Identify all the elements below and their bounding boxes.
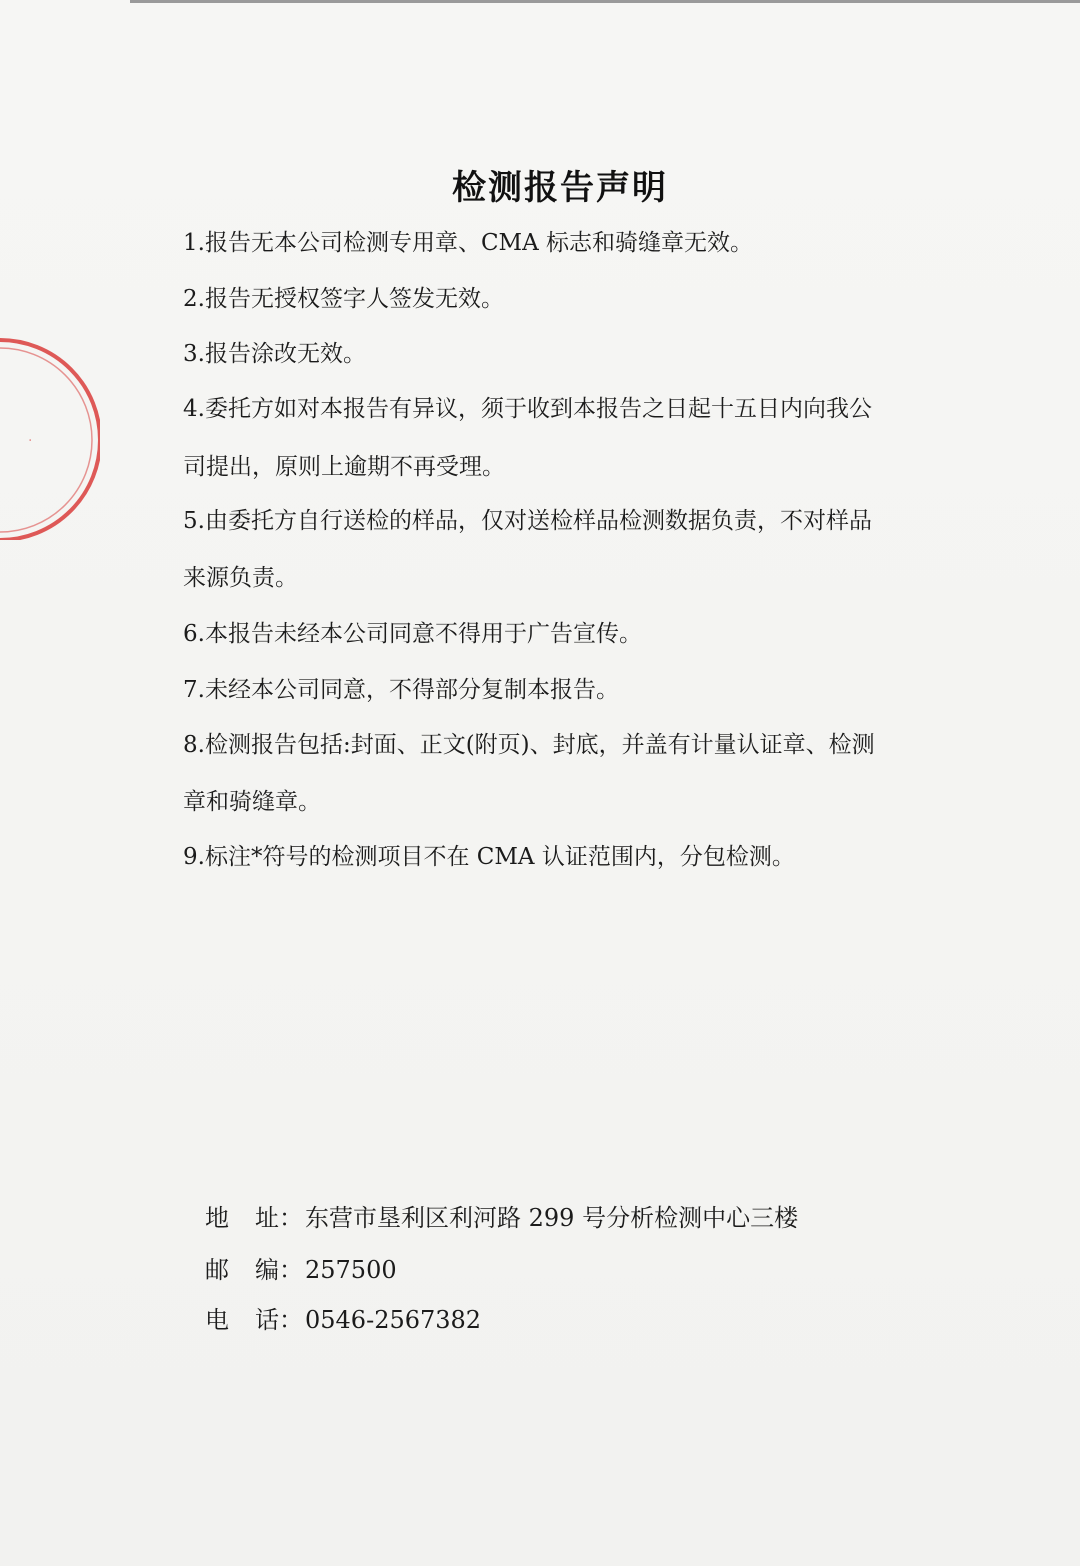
statement-item-8: 8.检测报告包括:封面、正文(附页)、封底，并盖有计量认证章、检测 xyxy=(183,732,875,758)
statement-item-5-cont: 来源负责。 xyxy=(183,565,298,591)
postcode-label: 邮 编： xyxy=(205,1256,303,1284)
statement-item-7: 7.未经本公司同意，不得部分复制本报告。 xyxy=(183,677,619,703)
page-top-edge xyxy=(130,0,1080,3)
postcode-row xyxy=(205,1255,397,1285)
statement-item-4: 4.委托方如对本报告有异议，须于收到本报告之日起十五日内向我公 xyxy=(183,396,872,422)
statement-item-4-cont: 司提出，原则上逾期不再受理。 xyxy=(183,454,505,480)
statement-item-9: 9.标注*符号的检测项目不在 CMA 认证范围内，分包检测。 xyxy=(183,844,795,870)
address-row xyxy=(205,1203,798,1233)
statement-item-6: 6.本报告未经本公司同意不得用于广告宣传。 xyxy=(183,621,642,647)
phone-row xyxy=(205,1305,481,1335)
phone-label: 电 话： xyxy=(205,1306,303,1334)
statement-item-2: 2.报告无授权签字人签发无效。 xyxy=(183,286,504,312)
phone-value: 0546-2567382 xyxy=(305,1306,482,1334)
statement-item-5: 5.由委托方自行送检的样品，仅对送检样品检测数据负责，不对样品 xyxy=(183,508,872,534)
svg-text:·: · xyxy=(28,433,33,449)
statement-item-3: 3.报告涂改无效。 xyxy=(183,341,366,367)
address-value: 东营市垦利区利河路 299 号分析检测中心三楼 xyxy=(305,1204,799,1232)
address-label: 地 址： xyxy=(205,1204,303,1232)
statement-item-8-cont: 章和骑缝章。 xyxy=(183,789,321,815)
statement-item-1: 1.报告无本公司检测专用章、CMA 标志和骑缝章无效。 xyxy=(183,230,754,256)
postcode-value: 257500 xyxy=(305,1256,397,1284)
page-title: 检测报告声明 xyxy=(452,168,668,208)
company-seal xyxy=(0,330,100,540)
